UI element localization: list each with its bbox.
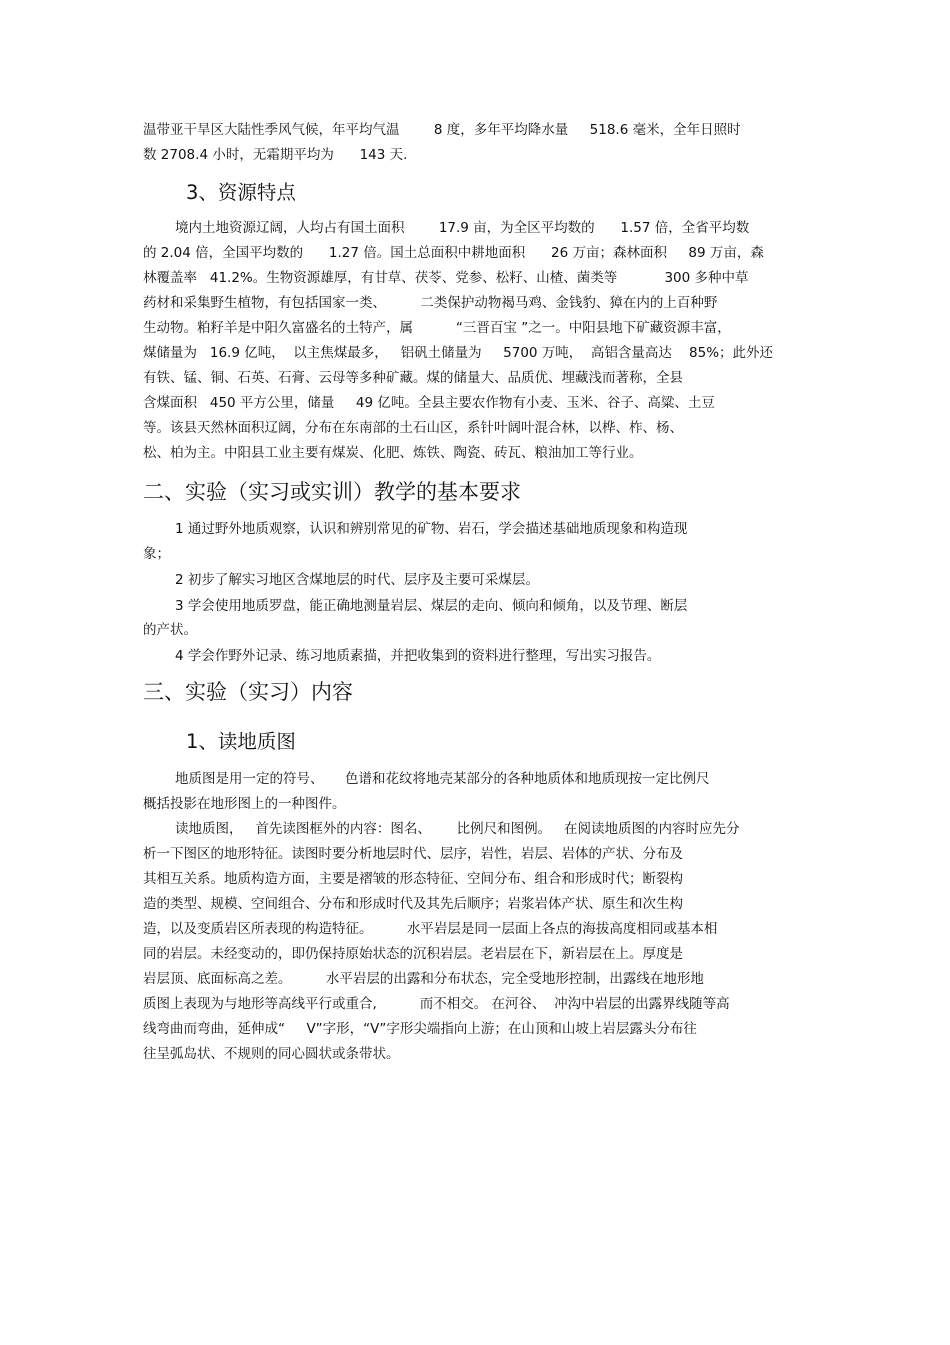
- paragraph-line: 地质图是用一定的符号、 色谱和花纹将地壳某部分的各种地质体和地质现按一定比例尺: [175, 771, 710, 787]
- paragraph-line: 同的岩层。未经变动的，即仍保持原始状态的沉积岩层。老岩层在下，新岩层在上。厚度是: [143, 946, 683, 962]
- subsection-heading-read-geologic-map: 1、读地质图: [186, 730, 296, 753]
- paragraph-line: 的 2.04 倍，全国平均数的 1.27 倍。国土总面积中耕地面积 26 万亩；森林面积 89 万亩，森: [143, 245, 764, 261]
- paragraph-line: 松、柏为主。中阳县工业主要有煤炭、化肥、炼铁、陶瓷、砖瓦、粮油加工等行业。: [143, 445, 643, 461]
- requirement-line: 象；: [143, 546, 170, 562]
- paragraph-line: 等。该县天然林面积辽阔，分布在东南部的土石山区，系针叶阔叶混合林，以桦、柞、杨、: [143, 420, 683, 436]
- paragraph-line: 造，以及变质岩区所表现的构造特征。 水平岩层是同一层面上各点的海拔高度相同或基本相: [143, 921, 718, 937]
- paragraph-line: 概括投影在地形图上的一种图件。: [143, 796, 346, 812]
- requirement-line: 4 学会作野外记录、练习地质素描，并把收集到的资料进行整理，写出实习报告。: [175, 648, 661, 664]
- paragraph-line: 林覆盖率 41.2%。生物资源雄厚，有甘草、茯苓、党参、松籽、山楂、菌类等 300 多种中草: [143, 270, 749, 286]
- paragraph-line: 生动物。粕籽羊是中阳久富盛名的土特产，属 “三晋百宝 ”之一。中阳县地下矿藏资源丰富，: [143, 320, 731, 336]
- requirement-line: 3 学会使用地质罗盘，能正确地测量岩层、煤层的走向、倾向和倾角，以及节理、断层: [175, 598, 688, 614]
- paragraph-line: 有铁、锰、铜、石英、石膏、云母等多种矿藏。煤的储量大、品质优、埋藏浅而著称，全县: [143, 370, 683, 386]
- paragraph-line: 往呈弧岛状、不规则的同心圆状或条带状。: [143, 1046, 400, 1062]
- paragraph-line: 线弯曲而弯曲，延伸成“ V”字形，“V”字形尖端指向上游；在山顶和山坡上岩层露头分布往: [143, 1021, 697, 1037]
- paragraph-line: 质图上表现为与地形等高线平行或重合, 而不相交。 在河谷、 冲沟中岩层的出露界线随等高: [143, 996, 730, 1012]
- intro-line: 数 2708.4 小时，无霜期平均为 143 天.: [143, 147, 408, 163]
- section-heading-content: 三、实验（实习）内容: [143, 680, 353, 704]
- requirement-line: 1 通过野外地质观察，认识和辨别常见的矿物、岩石，学会描述基础地质现象和构造现: [175, 521, 688, 537]
- paragraph-line: 其相互关系。地质构造方面，主要是褶皱的形态特征、空间分布、组合和形成时代；断裂构: [143, 871, 683, 887]
- paragraph-line: 含煤面积 450 平方公里，储量 49 亿吨。全县主要农作物有小麦、玉米、谷子、高粱、土豆: [143, 395, 715, 411]
- section-heading-resources: 3、资源特点: [186, 181, 296, 204]
- requirement-line: 2 初步了解实习地区含煤地层的时代、层序及主要可采煤层。: [175, 572, 539, 588]
- paragraph-line: 析一下图区的地形特征。读图时要分析地层时代、层序，岩性，岩层、岩体的产状、分布及: [143, 846, 683, 862]
- paragraph-line: 造的类型、规模、空间组合、分布和形成时代及其先后顺序；岩浆岩体产状、原生和次生构: [143, 896, 683, 912]
- paragraph-line: 境内土地资源辽阔，人均占有国土面积 17.9 亩，为全区平均数的 1.57 倍，全省平均数: [175, 220, 750, 236]
- paragraph-line: 岩层顶、底面标高之差。 水平岩层的出露和分布状态，完全受地形控制，出露线在地形地: [143, 971, 704, 987]
- paragraph-line: 煤储量为 16.9 亿吨， 以主焦煤最多， 铝矾土储量为 5700 万吨， 高铝含量高达 85%；此外还: [143, 345, 774, 361]
- section-heading-requirements: 二、实验（实习或实训）教学的基本要求: [143, 480, 521, 504]
- paragraph-line: 药材和采集野生植物，有包括国家一类、 二类保护动物褐马鸡、金钱豹、獐在内的上百种野: [143, 295, 718, 311]
- paragraph-line: 读地质图， 首先读图框外的内容：图名、 比例尺和图例。 在阅读地质图的内容时应先分: [175, 821, 740, 837]
- intro-line: 温带亚干旱区大陆性季风气候，年平均气温 8 度，多年平均降水量 518.6 毫米，全年日照时: [143, 122, 741, 138]
- requirement-line: 的产状。: [143, 622, 197, 638]
